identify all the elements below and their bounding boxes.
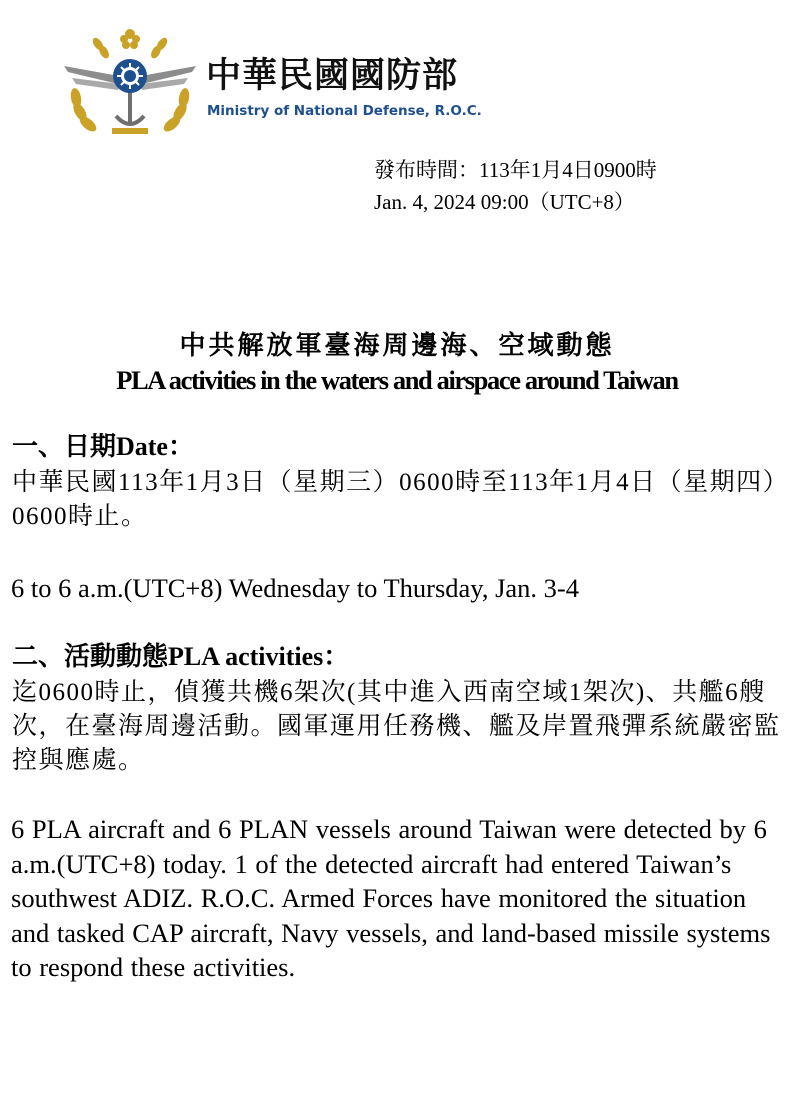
document-title-zh: 中共解放軍臺海周邊海、空域動態: [179, 331, 615, 360]
release-time-zh: 發布時間：113年1月4日0900時: [374, 158, 657, 182]
section-date-heading: 一、日期Date：: [12, 432, 194, 461]
ministry-emblem-logo: [58, 26, 202, 140]
section-activities-en-text: 6 PLA aircraft and 6 PLAN vessels around Taiwan were detected by 6 a.m.(UTC+8) today. 1 of the detected aircraft had entered Taiwan’s southwest ADIZ. R.O.C. Armed Forces have monitored the situation and tasked CAP aircraft, Navy vessels, and land-based missile systems to respond these activities.: [11, 814, 771, 982]
release-time-en: Jan. 4, 2024 09:00（UTC+8）: [374, 190, 635, 214]
ministry-name-zh: 中華民國國防部: [206, 56, 459, 96]
section-activities-heading: 二、活動動態PLA activities：: [12, 642, 350, 671]
emblem-icon: [58, 26, 202, 140]
ministry-name-en: Ministry of National Defense, R.O.C.: [207, 103, 482, 119]
document-title-en: PLA activities in the waters and airspace around Taiwan: [116, 365, 678, 395]
section-date-en-text: 6 to 6 a.m.(UTC+8) Wednesday to Thursday, Jan. 3-4: [11, 573, 579, 603]
section-date-zh-text: 中華民國113年1月3日（星期三）0600時至113年1月4日（星期四）0600時止。: [12, 469, 790, 530]
section-activities-zh-text: 迄0600時止，偵獲共機6架次(其中進入西南空域1架次)、共艦6艘次，在臺海周邊活動。國軍運用任務機、艦及岸置飛彈系統嚴密監控與應處。: [12, 679, 781, 774]
